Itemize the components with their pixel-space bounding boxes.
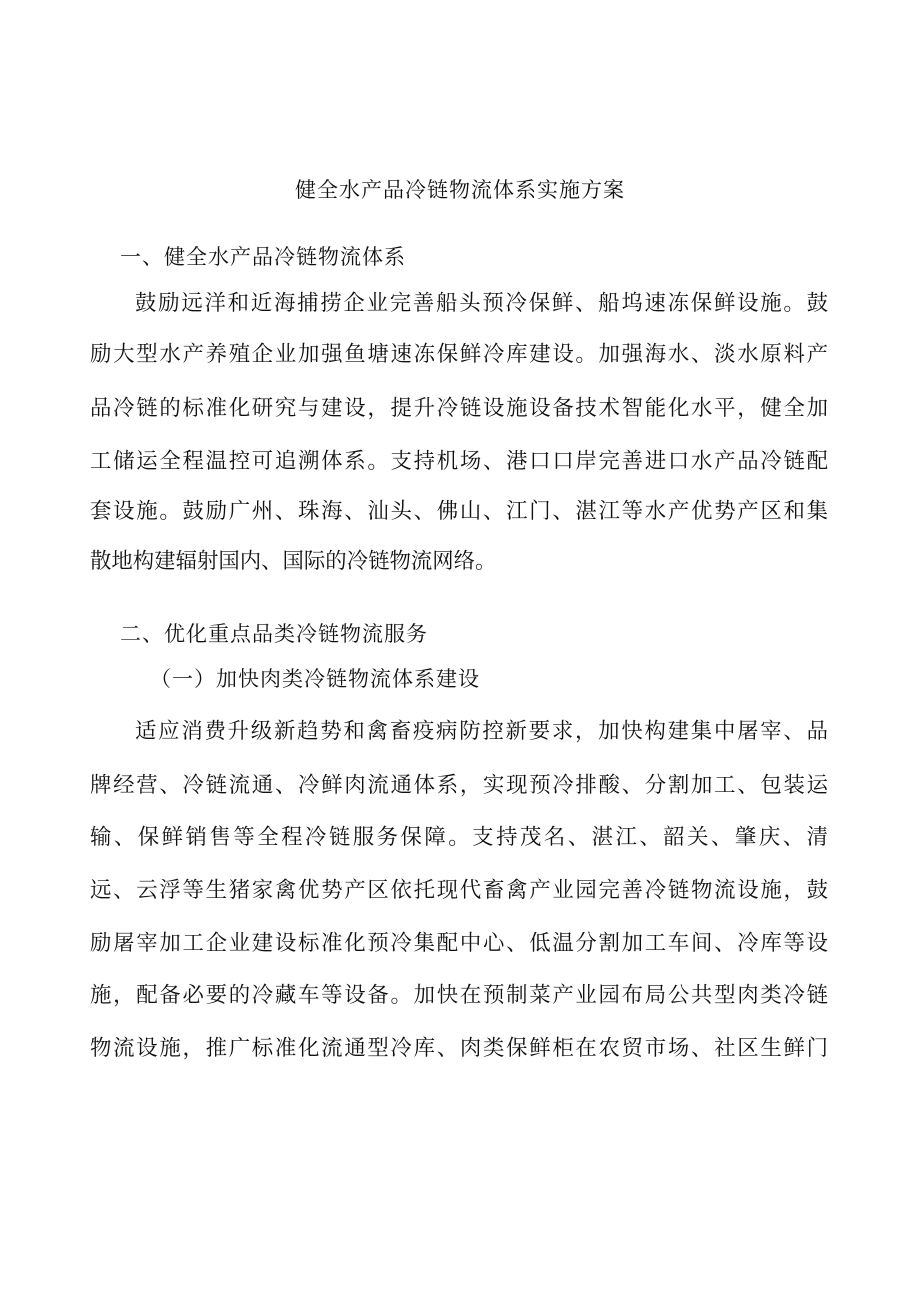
- section-2-line: 施，配备必要的冷藏车等设备。加快在预制菜产业园布局公共型肉类冷链: [90, 983, 828, 1008]
- section-1-line: 工储运全程温控可追溯体系。支持机场、港口口岸完善进口水产品冷链配: [90, 449, 828, 474]
- section-1-line: 套设施。鼓励广州、珠海、汕头、佛山、江门、湛江等水产优势产区和集: [90, 499, 828, 524]
- section-1-line: 鼓励远洋和近海捕捞企业完善船头预冷保鲜、船坞速冻保鲜设施。鼓: [135, 291, 828, 316]
- section-1-line: 励大型水产养殖企业加强鱼塘速冻保鲜冷库建设。加强海水、淡水原料产: [90, 342, 828, 367]
- section-1-line: 散地构建辐射国内、国际的冷链物流网络。: [90, 549, 497, 574]
- document-title: 健全水产品冷链物流体系实施方案: [295, 178, 625, 202]
- section-2-heading: 二、优化重点品类冷链物流服务: [120, 622, 428, 646]
- section-2-line: 物流设施，推广标准化流通型冷库、肉类保鲜柜在农贸市场、社区生鲜门: [90, 1036, 828, 1061]
- section-1-heading: 一、健全水产品冷链物流体系: [120, 245, 406, 269]
- section-1-line: 品冷链的标准化研究与建设，提升冷链设施设备技术智能化水平，健全加: [90, 396, 828, 421]
- section-2-line: 输、保鲜销售等全程冷链服务保障。支持茂名、湛江、韶关、肇庆、清: [90, 825, 828, 850]
- section-2-line: 远、云浮等生猪家禽优势产区依托现代畜禽产业园完善冷链物流设施，鼓: [90, 878, 828, 903]
- section-2-line: 励屠宰加工企业建设标准化预冷集配中心、低温分割加工车间、冷库等设: [90, 931, 828, 956]
- section-2-line: 适应消费升级新趋势和禽畜疫病防控新要求，加快构建集中屠宰、品: [135, 719, 828, 744]
- section-2-line: 牌经营、冷链流通、冷鲜肉流通体系，实现预冷排酸、分割加工、包装运: [90, 773, 828, 798]
- section-2-subheading: （一）加快肉类冷链物流体系建设: [150, 667, 480, 691]
